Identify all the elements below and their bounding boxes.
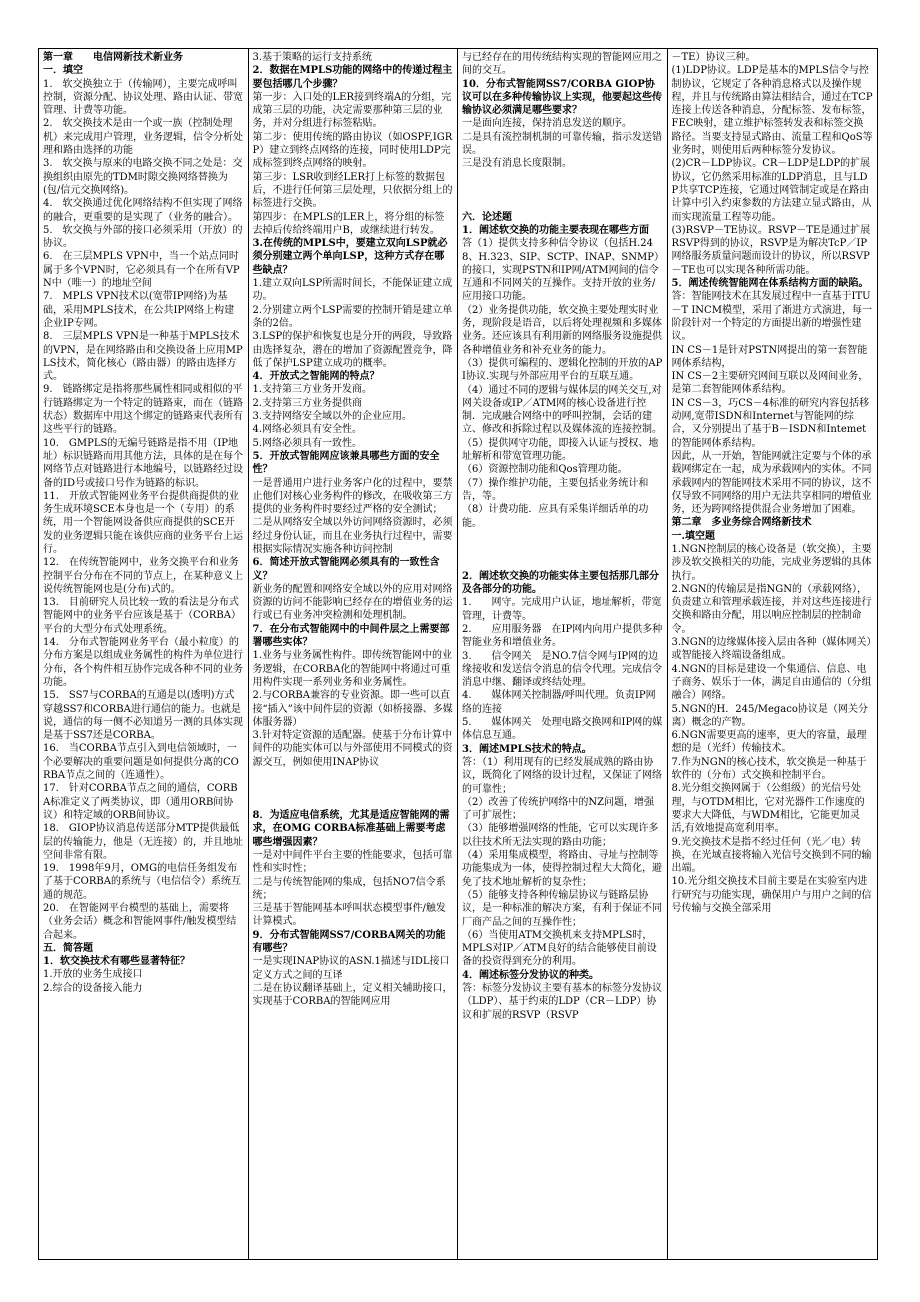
paragraph: 2.NGN的传输层是指NGN的（承载网络），负责建立和管理承载连接，并对这些连接进行交换和路由分配，用以响应控制层的控制命令。 — [671, 583, 872, 635]
paragraph: 9. 链路绑定是指将那些属性相同或相似的平行链路绑定为一个特定的链路束，而在（链路状态）数据库中用这个绑定的链路束代表所有这些平行的链路。 — [43, 384, 243, 436]
paragraph: 第一步：入口处的LER接到终端A的分组，完成第三层的功能，决定需要那种第三层的业务，并对分组进行标签粘贴。 — [252, 91, 452, 130]
heading: 3．阐述MPLS技术的特点。 — [462, 743, 592, 755]
paragraph: 与已经存在的用传统结构实现的智能网应用之间的交互。 — [462, 52, 662, 77]
heading: 1．阐述软交换的功能主要表现在哪些方面 — [462, 224, 649, 236]
paragraph-gap — [253, 785, 454, 793]
paragraph: （6）资源控制功能和Qos管理功能。 — [462, 464, 628, 476]
paragraph: （2）改善了传统护网络中的NZ问题，增强了可扩展性； — [462, 796, 655, 822]
paragraph: 12. 在传统智能网中，业务交换平台和业务控制平台分布在不同的节点上，在某种意义上说传统智能网也是(分布)式的。 — [43, 557, 243, 595]
paragraph: 二是与传统智能网的集成，包括NO7信令系统； — [252, 876, 446, 901]
paragraph: 5.NGN的H．245/Megaco协议是（网关分离）概念的产物。 — [671, 703, 868, 728]
paragraph: 16. 当CORBA节点引入到电信领域时，一个必要解决的重要问题是如何提供分离的CORBA节点之间的（连通性）。 — [43, 743, 239, 782]
paragraph: 5.网络必须具有一致性。 — [252, 437, 363, 449]
paragraph: 2.分别建立两个LSP需要的控制开销是建立单条的2倍。 — [252, 304, 453, 329]
paragraph: 答（1）提供支持多种信令协议（包括H.248、H.323、SIP、SCTP、INAP、SNMP）的接口，实现PSTN和IP网/ATM网间的信令互通和不同网关的互操作。支持开放的业务/应用接口功能。 — [462, 238, 659, 303]
paragraph: IN CS－2主要研究网间互联以及网间业务，是第二套智能网体系结构。 — [671, 371, 869, 396]
paragraph: 1.NGN控制层的核心设备是（软交换），主要涉及软交换相关的功能，完成业务逻辑的具体执行。 — [671, 543, 872, 582]
paragraph: 二是从网络安全域以外访问网络资源时，必须经过身份认证，而且在业务执行过程中，需要根据实际情况实施各种访问控制 — [252, 517, 453, 555]
text-column-2 — [249, 49, 459, 1259]
heading: 8．为适应电信系统，尤其是适应智能网的需求，在OMG CORBA标准基础上需要考虑哪些增强因素？ — [252, 810, 450, 848]
paragraph: 4.NGN的目标是建设一个集通信、信息、电子商务、娱乐于一体，满足自由通信的（分组融合）网络。 — [671, 663, 872, 702]
paragraph: 10.光分组交换技术目前主要是在实验室内进行研究与功能实现，确保用户与用户之间的信号传输与交换全部采用 — [671, 876, 872, 914]
paragraph: （2）业务提供功能，软交换主要处理实时业务，现阶段是语音，以后将处理视频和多媒体业务。还应该具有利用新的网络服务设施提供各种增值业务和补充业务的能力。 — [462, 304, 662, 356]
paragraph: 一是普通用户进行业务客户化的过程中，要禁止他们对核心业务构件的修改，在吸收第三方提供的业务构件时要经过严格的安全测试； — [252, 477, 453, 516]
paragraph: 2. 软交换技术是由一个或一族（控制处理机）来完成用户管理，业务逻辑，信令分析处理和路由选择的功能 — [43, 118, 243, 157]
paragraph: 2.支持第三方业务提供商 — [252, 397, 363, 409]
paragraph: 3.支持网络安全域以外的企业应用。 — [252, 411, 413, 423]
heading: 第二章 多业务综合网络新技术 — [671, 517, 812, 529]
paragraph: 7.作为NGN的核心技术，软交换是一种基于软件的（分布）式交换和控制平台。 — [671, 756, 867, 782]
paragraph: 4. 软交换通过优化网络结构不但实现了网络的融合，更重要的是实现了（业务的融合）。 — [43, 198, 243, 223]
heading: 7．在分布式智能网中的中间件层之上需要部署哪些实体？ — [252, 623, 450, 649]
paragraph: 1.建立双向LSP所需时间长，不能保证建立成功。 — [252, 278, 453, 303]
paragraph: 答：（1）利用现有的已经发展成熟的路由协议，既简化了网络的设计过程，又保证了网络的可靠性； — [462, 756, 662, 795]
paragraph: 19. 1998年9月，OMG的电信任务组发布了基于CORBA的系统与（电信信令）系统互通的规范。 — [43, 863, 241, 901]
paragraph: 答：标签分发协议主要有基本的标签分发协议（LDP）、基于约束的LDP（CR－LDP）协议和扩展的RSVP（RSVP — [462, 983, 662, 1021]
paragraph: 一是对中间件平台主要的性能要求，包括可靠性和实时性； — [252, 849, 453, 875]
paragraph: 1.开放的业务生成接口 — [43, 969, 143, 981]
paragraph: (1)LDP协议。LDP是基本的MPLS信令与控制协议，它规定了各种消息格式以及操作规程，并且与传统路由算法相结合，通过在TCP连接上传送各种消息，分配标签、发布标签，FEC映射，建立维护标签转发表和标签交换路径。当要支持显式路由、流量工程和QoS等业务时，则使用后两种标签分发协议。 — [671, 65, 873, 157]
paragraph: 6. 在三层MPLS VPN中，当一个站点同时属于多个VPN时，它必须具有一个在所有VPN中（唯一）的地址空间 — [43, 251, 240, 290]
paragraph: 3. 软交换与原来的电路交换不同之处是：交换组织由原先的TDM时隙交换网络替换为(包/信元交换网络)。 — [43, 158, 243, 196]
paragraph: 4.网络必须具有安全性。 — [252, 424, 363, 436]
paragraph: 8. 三层MPLS VPN是一种基于MPLS技术的VPN，是在网络路由和交换设备上应用MPLS技术，简化核心（路由器）的路由选择方式。 — [43, 331, 243, 383]
paragraph: IN CS－3，巧CS－4标准的研究内容包括移动网,宽带ISDN和Internet与智能网的综合，又分别提出了基于B－ISDN和Intemet的智能网体系结构。 — [671, 397, 870, 449]
heading: 5．开放式智能网应该兼具哪些方面的安全性？ — [252, 450, 440, 476]
paragraph: （3）提供可编程的、逻辑化控制的开放的API协议.实现与外部应用平台的互联互通。 — [462, 357, 663, 383]
paragraph: 3.NGN的边缘媒体接入层由各种（媒体网关）或智能接入终端设备组成。 — [671, 637, 872, 662]
heading: 2．数据在MPLS功能的网络中的传递过程主要包括哪几个步骤？ — [252, 65, 453, 90]
paragraph: 9.光交换技术是指不经过任何（光／电）转换，在光域直接将输入光信号交换到不同的输出端。 — [671, 836, 872, 875]
heading: 一．填空 — [43, 65, 83, 77]
heading: 五．简答题 — [43, 942, 93, 954]
heading: 第一章 电信网新技术新业务 — [43, 52, 183, 63]
paragraph: 10. GMPLS的无编号链路是指不用（IP地址）标识链路而用其他方法，具体的是在每个网络节点对链路进行本地编号，以链路经过设备的ID号或接口号作为链路的标识。 — [43, 437, 243, 489]
paragraph: 18. GIOP协议消息传送部分MTP提供最低层的传输能力，他是（无连接）的，并且地址空间非常有限。 — [43, 823, 243, 861]
heading: 4．阐述标签分发协议的种类。 — [462, 969, 599, 981]
paragraph: 新业务的配置和网络安全域以外的应用对网络资源的访问不能影响已经存在的增值业务的运行或已有业务冲突检测和处理机制。 — [252, 583, 453, 622]
heading: 六．论述题 — [462, 211, 512, 223]
heading: 4．开放式之智能网的特点？ — [252, 371, 380, 383]
paragraph: 3.基于策略的运行支持系统 — [252, 52, 373, 63]
paragraph: （4）采用集成模型，将路由、寻址与控制等功能集成为一体，使得控制过程大大简化，避免了技术地址解析的复杂性； — [462, 850, 662, 888]
paragraph: 第二步：使用传统的路由协议（如OSPF,IGRP）建立到终点网络的连接，同时使用LDP完成标签到终点网络的映射。 — [252, 131, 453, 170]
paragraph: 3.LSP的保护和恢复也是分开的两段，导致路由选择复杂，潜在的增加了资源配置竞争，降低了保护LSP建立成功的概率。 — [252, 331, 453, 369]
paragraph: 3.针对特定资源的适配器。使基于分布计算中间件的功能实体可以与外部使用不同模式的资源交互，例如使用INAP协议 — [252, 730, 453, 768]
paragraph: （8）计费功能．应具有采集详细话单的功能。 — [462, 504, 649, 529]
paragraph: 第四步：在MPLS的LER上，将分组的标签去掉后传给终端用户B，或继续进行转发。 — [252, 211, 445, 236]
paragraph: 1. 软交换独立于（传输网），主要完成呼叫控制，资源分配、协议处理、路由认证、带宽管理、计费等功能。 — [43, 78, 243, 117]
paragraph: 20. 在智能网平台模型的基础上，需要将（业务会话）概念和智能网事件/触发模型结合起来。 — [43, 903, 237, 941]
paragraph: 13. 目前研究人员比较一致的看法是分布式智能网中的业务平台应该是基于（CORBA）平台的大型分布式处理系统。 — [43, 597, 241, 635]
paragraph: 15. SS7与CORBA的互通是以(透明)方式穿越SS7和CORBA进行通信的能力。也就是说，通信的每一侧不必知道另一测的具体实现是基于SS7还是CORBA。 — [43, 690, 243, 742]
paragraph: 1.业务与业务属性构件。即传统智能网中的业务逻辑，在CORBA化的智能网中将通过可重用构件实现一系列业务和业务属性。 — [252, 650, 453, 688]
paragraph: 6.NGN需要更高的速率，更大的容量，最理想的是（光纤）传输技术。 — [671, 730, 867, 755]
paragraph-gap — [462, 187, 663, 195]
paragraph: 3. 信令网关 是NO.7信令网与IP网的边缘接收和发送信令消息的信令代理。完成信令消息中继、翻译或终结处理。 — [462, 650, 662, 689]
heading: 1．软交换技术有哪些显著特征？ — [43, 956, 190, 968]
heading: 6．简述开放式智能网必须具有的一致性含义？ — [252, 557, 440, 582]
text-column-4 — [668, 49, 878, 1259]
paragraph: 17. 针对CORBA节点之间的通信，CORBA标准定义了两类协议，即（通用ORB间协议）和特定域的ORB间协议。 — [43, 783, 238, 821]
paragraph: (3)RSVP－TE协议。RSVP－TE是通过扩展RSVP得到的协议，RSVP是为解决TcP／IP网络服务质量问题而设计的协议，所以RSVP－TE也可以实现各种所需功能。 — [671, 224, 871, 276]
text-column-3 — [458, 49, 668, 1259]
paragraph: IN CS－1是针对PSTN网提出的第一套智能网体系结构， — [671, 344, 868, 369]
paragraph: （5）能够支持各种传输层协议与链路层协议，是一种标准的解决方案，有利于保证不同厂商产品之间的互操作性； — [462, 889, 662, 928]
paragraph: 1. 网守。完成用户认证，地址解析，带宽管理，计费等。 — [462, 597, 662, 622]
paragraph: (2)CR－LDP协议。CR－LDP是LDP的扩展协议，它仍然采用标准的LDP消息，且与LDP共享TCP连接，它通过网管制定或是在路由计算中引入约束参数的方法建立显式路由，从而实现流量工程等功能。 — [671, 158, 872, 223]
paragraph: 8.光分组交换网属于（公组级）的光信号处理，与OTDM相比，它对光器件工作速度的要求大大降低，与WDM相比，它能更加灵活,有效地提高宽利用率。 — [671, 783, 865, 835]
paragraph: 三是基于智能网基本呼叫状态模型事件/触发计算模式。 — [252, 903, 446, 928]
paragraph: 14. 分布式智能网业务平台（最小粒度）的分布方案是以组成业务属性的构件为单位进行分布，各个构件相互协作完成各种不同的业务功能。 — [43, 637, 243, 688]
text-column-1 — [39, 49, 249, 1259]
paragraph: （6）当使用ATM交换机来支持MPLS时，MPLS对IP／ATM良好的结合能够使目前设备的投资得到充分的利用。 — [462, 929, 657, 968]
paragraph: 二是在协议翻译基础上，定义相关辅助接口，实现基于CORBA的智能网应用 — [252, 982, 453, 1008]
paragraph: （7）操作维护功能，主要包括业务统计和告，等。 — [462, 477, 649, 502]
heading: 9．分布式智能网SS7/CORBA网关的功能有哪些？ — [252, 929, 446, 954]
paragraph: 三是没有消息长度限制。 — [462, 158, 572, 170]
paragraph: （4）通过不同的逻辑与媒体层的网关交互,对网关设备或IP／ATM网的核心设备进行控制．完成融合网络中的呼叫控制，会话的建立、修改和拆除过程以及媒体流的连接控制。 — [462, 384, 662, 436]
paragraph: （5）提供网守功能，即接入认证与授权、地址解析和带宽管理功能。 — [462, 437, 659, 463]
paragraph: 2. 应用服务器 在IP网内向用户提供多种智能业务和增值业务。 — [462, 623, 663, 649]
paragraph: 1.支持第三方业务开发商。 — [252, 384, 373, 396]
paragraph: 一是实现INAP协议的ASN.1描述与IDL接口定义方式之间的互译 — [252, 956, 450, 981]
paragraph: 5. 软交换与外部的接口必须采用（开放）的协议。 — [43, 224, 243, 250]
paragraph-gap — [462, 546, 663, 554]
paragraph: （3）能够增强网络的性能，它可以实现许多以往技术所无法实现的路由功能； — [462, 823, 659, 848]
paragraph: 11. 开放式智能网业务平台提供商提供的业务生成环境SCE本身也是一个（专用）的系统，用一个智能网设备供应商提供的SCE开发的业务逻辑只能在该供应商的业务平台上运行。 — [43, 490, 243, 555]
paragraph: 4. 媒体网关控制器/呼叫代理。负责IP网络的连接 — [462, 690, 656, 715]
paragraph: 2.综合的设备接入能力 — [43, 982, 143, 994]
document-page — [38, 48, 878, 1260]
paragraph: 一是面向连接，保持消息发送的顺序。 — [462, 118, 632, 130]
paragraph: 二是具有流控制机制的可靠传输，指示发送错误。 — [462, 131, 662, 157]
paragraph: 答：智能网技术在其发展过程中一直基于ITU－T INCM模型，采用了渐进方式演进，每一阶段针对一个特定的方面提出新的增强性建议。 — [671, 291, 872, 343]
paragraph: －TE）协议三种。 — [671, 52, 756, 63]
paragraph: 2.与CORBA兼容的专业资源。即一些可以直接“插入”该中间件层的资源（如桥接器、多媒体服务器） — [252, 690, 453, 728]
paragraph: 5. 媒体网关 处理电路交换网和IP网的媒体信息互通。 — [462, 717, 663, 742]
heading: 2．阐述软交换的功能实体主要包括那几部分及各部分的功能。 — [462, 570, 659, 596]
paragraph: 因此，从一开始，智能网就注定要与个体的承载网绑定在一起，成为承载网内的实体。不同承载网内的智能网技术采用不同的协议，这不仅导致不同网络的用户无法共享相同的增值业务，还为跨网络提供混合业务增加了困难。 — [671, 450, 872, 516]
paragraph: 第三步：LSR收到经LER打上标签的数据包后，不进行任何第三层处理，只依据分组上的标签进行交换。 — [252, 171, 453, 210]
heading: 3.在传统的MPLS中，要建立双向LSP就必须分别建立两个单向LSP，这种方式存在哪些缺点？ — [252, 238, 448, 276]
paragraph: 7. MPLS VPN技术以(宽带IP网络)为基础，采用MPLS技术，在公共IP网络上构建企业IP专网。 — [43, 291, 235, 329]
heading: 10．分布式智能网SS7/CORBA GIOP协议可以在多种传输协议上实现，他要起这些传输协议必须满足哪些要求？ — [462, 78, 662, 117]
heading: 一.填空题 — [671, 530, 715, 542]
heading: 5．阐述传统智能网在体系结构方面的缺陷。 — [671, 278, 869, 290]
